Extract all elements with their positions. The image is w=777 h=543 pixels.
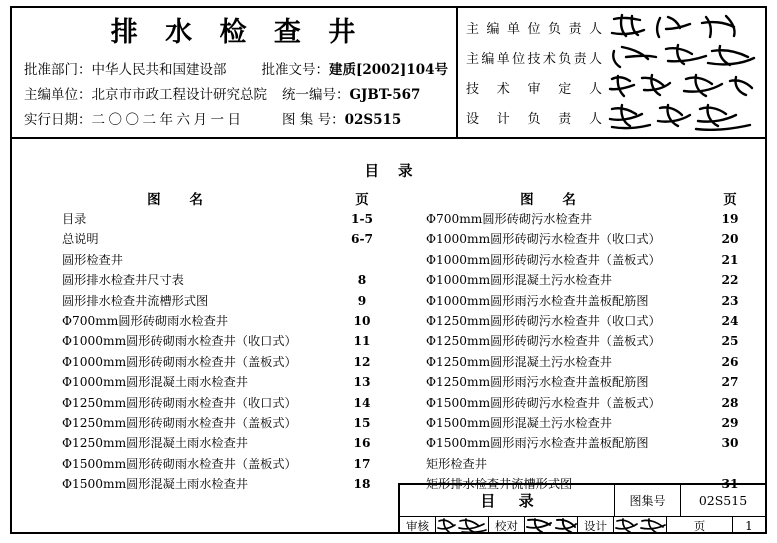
catalog-entry-name: Φ1250mm圆形砖砌污水检查井（盖板式）	[426, 334, 661, 349]
catalog-entry[interactable]	[22, 332, 390, 352]
catalog-entry-name: 圆形排水检查井尺寸表	[62, 273, 184, 288]
catalog-entry[interactable]	[400, 312, 758, 332]
signature-row-design-chief	[466, 102, 762, 132]
catalog-entry-name: Φ1250mm圆形砖砌污水检查井（收口式）	[426, 313, 661, 328]
signature-label: 技术审定人	[466, 81, 602, 97]
catalog-entry-name: Φ1000mm圆形砖砌污水检查井（盖板式）	[426, 252, 661, 267]
catalog-entry-page: 16	[353, 436, 371, 451]
catalog-entry-page: 27	[721, 375, 739, 390]
catalog-entry-page: 10	[353, 313, 371, 328]
catalog-entry[interactable]	[22, 292, 390, 312]
catalog-entry-page: 28	[721, 395, 739, 410]
title-block-bottom-row	[400, 516, 765, 534]
catalog-entry[interactable]	[22, 210, 390, 230]
catalog-entry[interactable]	[400, 210, 758, 230]
catalog-entry[interactable]	[22, 414, 390, 434]
catalog-entry-page: 25	[721, 334, 739, 349]
title-block-atlas-value: 02S515	[698, 493, 748, 508]
title-block-top-row	[400, 485, 765, 516]
handwritten-signature-icon	[608, 13, 762, 41]
header-meta-row	[24, 58, 448, 83]
unified-number	[282, 83, 420, 103]
atlas-number	[282, 108, 401, 128]
catalog-entry[interactable]	[22, 353, 390, 373]
column-header-page: 页	[355, 192, 369, 208]
catalog-entry-page: 14	[353, 395, 371, 410]
column-header-name: 图 名	[520, 192, 588, 208]
catalog-entry-page: 6-7	[350, 232, 374, 247]
catalog-entry-page: 29	[721, 415, 739, 430]
signature-label: 主编单位负责人	[466, 21, 602, 37]
effective-date-label: 实行日期：	[24, 112, 92, 128]
catalog-section-heading	[400, 455, 758, 475]
check-label: 校对	[489, 517, 525, 534]
review-signature-icon	[436, 517, 489, 534]
catalog-entry-name: Φ1000mm圆形雨污水检查井盖板配筋图	[426, 293, 649, 308]
catalog-entry-name: Φ1250mm圆形砖砌雨水检查井（盖板式）	[62, 415, 297, 430]
catalog-section-heading	[22, 251, 390, 271]
page-value: 1	[745, 518, 753, 533]
catalog-entry-name: Φ1000mm圆形混凝土雨水检查井	[62, 375, 248, 390]
catalog-column-right	[400, 188, 758, 495]
catalog-entry-page: 13	[353, 375, 371, 390]
catalog-entry[interactable]	[400, 394, 758, 414]
effective-date-value: 二〇〇二年六月一日	[91, 112, 245, 128]
handwritten-signature-icon	[608, 73, 762, 101]
handwritten-signature-icon	[608, 103, 762, 131]
catalog-entry-page: 24	[721, 313, 739, 328]
catalog-entry[interactable]	[400, 271, 758, 291]
approval-department-label: 批准部门：	[24, 62, 92, 78]
catalog-entry-name: 矩形检查井	[426, 456, 487, 471]
signature-block	[466, 12, 762, 132]
signature-row-chief-editor	[466, 12, 762, 42]
catalog-entry-name: Φ1500mm圆形混凝土污水检查井	[426, 415, 612, 430]
column-header-name: 图 名	[147, 192, 215, 208]
catalog-entry[interactable]	[400, 292, 758, 312]
signature-label: 主编单位技术负责人	[466, 51, 602, 67]
editing-unit-value: 北京市市政工程设计研究总院	[91, 87, 267, 103]
page-label: 页	[667, 517, 733, 534]
signature-row-technical-reviewer	[466, 72, 762, 102]
catalog-entry-name: Φ1500mm圆形混凝土雨水检查井	[62, 477, 248, 492]
catalog-entry[interactable]	[400, 353, 758, 373]
catalog-entry-name: Φ1250mm圆形混凝土雨水检查井	[62, 436, 248, 451]
catalog-entry-page: 22	[721, 273, 739, 288]
catalog-entry[interactable]	[400, 434, 758, 454]
header-meta-row	[24, 83, 448, 108]
unified-number-label: 统一编号：	[282, 87, 350, 103]
catalog-entry[interactable]	[22, 455, 390, 475]
catalog-entry-name: Φ1250mm圆形雨污水检查井盖板配筋图	[426, 375, 649, 390]
catalog-entry-name: 圆形检查井	[62, 252, 123, 267]
approval-document-number-value: 建质[2002]104号	[328, 62, 448, 78]
editing-unit-label: 主编单位：	[24, 87, 92, 103]
catalog-entry-page: 18	[353, 477, 371, 492]
editing-unit	[24, 83, 282, 103]
catalog-entry-page: 31	[721, 477, 739, 492]
catalog-entry[interactable]	[22, 373, 390, 393]
design-label: 设计	[578, 517, 614, 534]
catalog-entry-page: 9	[357, 293, 367, 308]
catalog-entry-name: Φ1500mm圆形雨污水检查井盖板配筋图	[426, 436, 649, 451]
check-signature-icon	[525, 517, 578, 534]
catalog-entry-page: 11	[353, 334, 371, 349]
atlas-number-value: 02S515	[344, 112, 402, 128]
handwritten-signature-icon	[608, 43, 762, 71]
catalog-heading: 目 录	[364, 163, 420, 180]
catalog-entry-name: 矩形排水检查井流槽形式图	[426, 477, 573, 492]
catalog-entry-page: 30	[721, 436, 739, 451]
approval-document-number	[261, 58, 448, 78]
catalog-entry-name: Φ1000mm圆形砖砌污水检查井（收口式）	[426, 232, 661, 247]
catalog-entry-page: 1-5	[350, 212, 374, 226]
approval-document-number-label: 批准文号：	[261, 62, 329, 78]
catalog-entry-page: 19	[721, 212, 739, 226]
catalog-entry[interactable]	[400, 251, 758, 271]
catalog-column-header	[400, 188, 758, 210]
design-signature-icon	[614, 517, 667, 534]
catalog-entry-page: 26	[721, 354, 739, 369]
catalog-entry[interactable]	[22, 394, 390, 414]
catalog-entry-name: 圆形排水检查井流槽形式图	[62, 293, 209, 308]
atlas-number-label: 图 集 号：	[282, 112, 345, 128]
approval-department	[24, 58, 261, 78]
header-meta-table	[24, 58, 448, 133]
catalog-entry[interactable]	[22, 312, 390, 332]
catalog-entry-page: 23	[721, 293, 739, 308]
header-vertical-divider	[456, 6, 458, 139]
catalog-entry[interactable]	[22, 271, 390, 291]
title-block-atlas-label: 图集号	[615, 485, 681, 516]
catalog-entry-name: Φ1250mm圆形砖砌雨水检查井（收口式）	[62, 395, 297, 410]
catalog-entry-name: Φ1000mm圆形砖砌雨水检查井（盖板式）	[62, 354, 297, 369]
title-block-title: 目 录	[400, 485, 615, 516]
unified-number-value: GJBT-567	[349, 87, 421, 103]
catalog-entry[interactable]	[22, 434, 390, 454]
catalog-entry-name: Φ1500mm圆形砖砌雨水检查井（盖板式）	[62, 456, 297, 471]
drawing-title-block	[398, 483, 767, 534]
catalog-entry-name: Φ1000mm圆形混凝土污水检查井	[426, 273, 612, 288]
catalog-entry[interactable]	[22, 475, 390, 495]
page-title: 排 水 检 查 井	[110, 17, 365, 48]
catalog-entry-page: 21	[721, 252, 739, 267]
catalog-entry-page: 20	[721, 232, 739, 247]
catalog-entry[interactable]	[400, 332, 758, 352]
catalog-entry-name: 目录	[62, 212, 87, 226]
review-label: 审核	[400, 517, 436, 534]
catalog-entry-page: 15	[353, 415, 371, 430]
catalog-entry-page: 12	[353, 354, 371, 369]
catalog-entry-name: Φ700mm圆形砖砌雨水检查井	[62, 313, 229, 328]
header-meta-row	[24, 108, 448, 133]
catalog-entry[interactable]	[400, 230, 758, 250]
catalog-entry-name: 总说明	[62, 232, 99, 247]
signature-label: 设计负责人	[466, 111, 602, 127]
catalog-column-left	[22, 188, 390, 495]
catalog-entry-name: Φ1000mm圆形砖砌雨水检查井（收口式）	[62, 334, 297, 349]
catalog-entry-page: 8	[357, 273, 367, 288]
catalog-entry[interactable]	[400, 373, 758, 393]
column-header-page: 页	[723, 192, 737, 208]
signature-row-technical-chief	[466, 42, 762, 72]
catalog-entry-name: Φ700mm圆形砖砌污水检查井	[426, 212, 593, 226]
catalog-entry[interactable]	[22, 230, 390, 250]
catalog-entry[interactable]	[400, 414, 758, 434]
catalog-column-header	[22, 188, 390, 210]
effective-date	[24, 108, 282, 128]
approval-department-value: 中华人民共和国建设部	[91, 62, 227, 78]
catalog-entry-page: 17	[353, 456, 371, 471]
catalog-entry-name: Φ1500mm圆形砖砌污水检查井（盖板式）	[426, 395, 661, 410]
catalog-entry-name: Φ1250mm圆形混凝土污水检查井	[426, 354, 612, 369]
